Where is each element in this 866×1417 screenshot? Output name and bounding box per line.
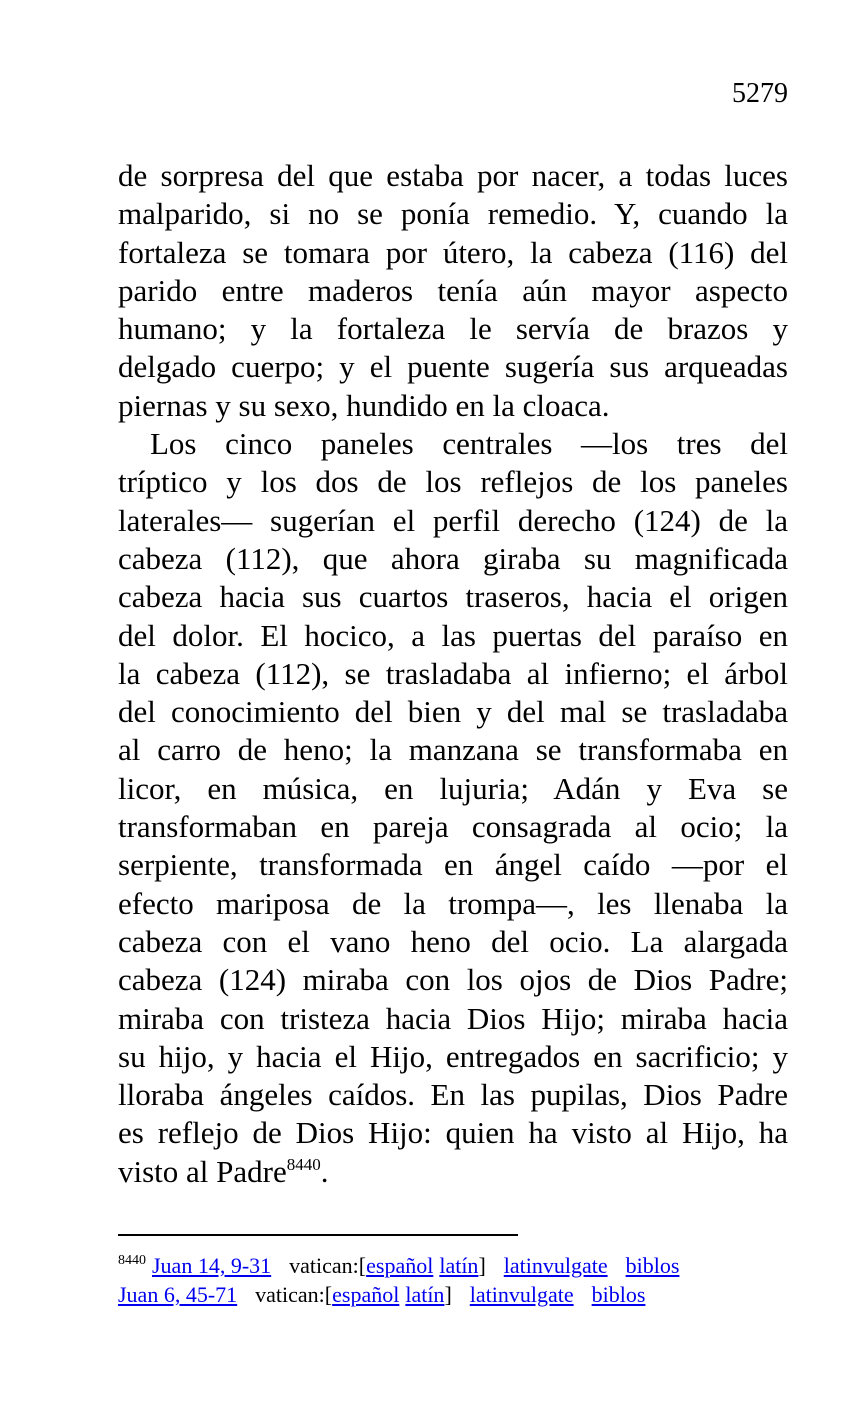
vatican-latin-link[interactable]: latín [405,1282,445,1307]
text-line-last [118,1153,788,1191]
footnotes [118,1251,818,1309]
footnote-row [118,1251,818,1280]
text-line: cabeza (112), que ahora giraba su magnificada [118,540,788,576]
text-line: cabeza con el vano heno del ocio. La alargada [118,923,788,959]
vatican-espanol-link[interactable]: español [332,1282,400,1307]
text-line: piernas y su sexo, hundido en la cloaca. [118,387,610,423]
biblos-link[interactable]: biblos [625,1253,680,1278]
text-line: laterales— sugerían el perfil derecho (124) de la [118,502,788,538]
body-text [118,157,788,1191]
text-line: cabeza (124) miraba con los ojos de Dios Padre; [118,962,788,998]
text-line: humano; y la fortaleza le servía de brazos y [118,311,788,347]
latinvulgate-link[interactable]: latinvulgate [469,1282,574,1307]
text-line: miraba con tristeza hacia Dios Hijo; miraba hacia [118,1000,788,1036]
text-fragment: visto al Padre [118,1153,287,1189]
bible-reference-link[interactable]: Juan 14, 9-31 [152,1253,272,1278]
latinvulgate-link[interactable]: latinvulgate [503,1253,608,1278]
biblos-link[interactable]: biblos [591,1282,646,1307]
text-line: la cabeza (112), se trasladaba al infierno; el árbol [118,655,788,691]
text-line: es reflejo de Dios Hijo: quien ha visto al Hijo, ha [118,1115,788,1151]
page-number: 5279 [732,78,788,109]
text-line: lloraba ángeles caídos. En las pupilas, Dios Padre [118,1077,788,1113]
text-line: parido entre maderos tenía aún mayor aspecto [118,272,788,308]
footnote-divider [118,1234,518,1236]
text-line: Los cinco paneles centrales —los tres del [150,426,788,462]
vatican-label: vatican:[ [255,1282,333,1307]
text-line: delgado cuerpo; y el puente sugería sus arqueadas [118,349,788,385]
text-line: al carro de heno; la manzana se transformaba en [118,732,788,768]
text-line: serpiente, transformada en ángel caído —por el [118,847,788,883]
footnote-row [118,1280,818,1309]
bible-reference-link[interactable]: Juan 6, 45-71 [118,1282,238,1307]
text-line: licor, en música, en lujuria; Adán y Eva se [118,770,788,806]
vatican-espanol-link[interactable]: español [366,1253,434,1278]
bracket-close: ] [444,1282,452,1307]
text-line: efecto mariposa de la trompa—, les llenaba la [118,885,788,921]
text-line: tríptico y los dos de los reflejos de los paneles [118,464,788,500]
text-line: del dolor. El hocico, a las puertas del paraíso en [118,617,788,653]
text-line: su hijo, y hacia el Hijo, entregados en sacrificio; y [118,1038,788,1074]
vatican-latin-link[interactable]: latín [439,1253,479,1278]
text-line: fortaleza se tomara por útero, la cabeza (116) del [118,234,788,270]
text-fragment: . [320,1153,329,1189]
vatican-label: vatican:[ [289,1253,367,1278]
paragraph-2 [118,425,788,1191]
footnote-number: 8440 [118,1253,146,1268]
paragraph-1 [118,157,788,425]
bracket-close: ] [478,1253,486,1278]
text-line: cabeza hacia sus cuartos traseros, hacia el origen [118,579,788,615]
text-line: transformaban en pareja consagrada al ocio; la [118,809,788,845]
footnote-reference[interactable]: 8440 [286,1154,321,1174]
text-line: del conocimiento del bien y del mal se trasladaba [118,694,788,730]
text-line: de sorpresa del que estaba por nacer, a todas luces [118,158,788,193]
text-line: malparido, si no se ponía remedio. Y, cuando la [118,196,788,232]
